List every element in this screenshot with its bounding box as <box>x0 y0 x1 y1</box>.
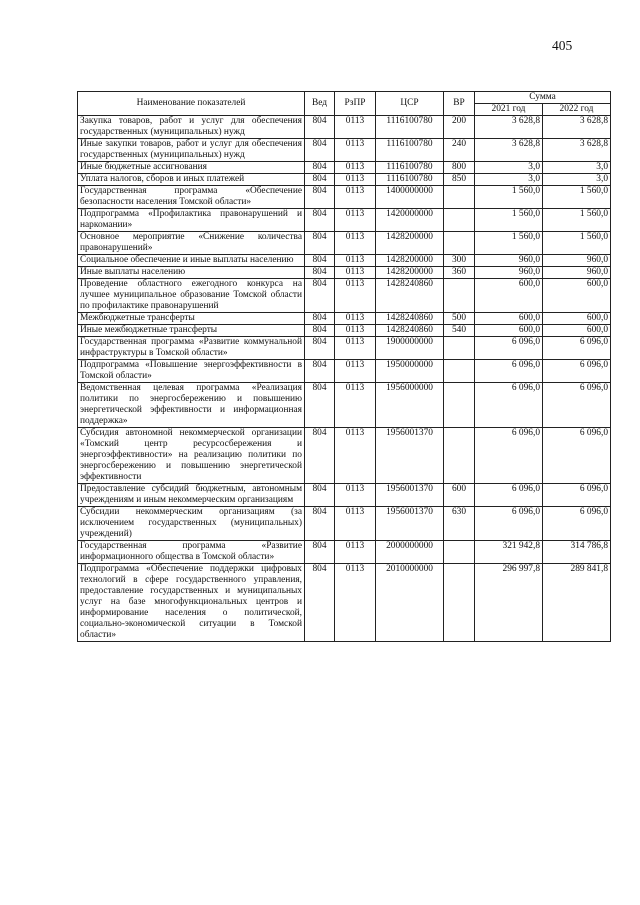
cell-ved: 804 <box>305 116 335 139</box>
cell-ved: 804 <box>305 313 335 325</box>
header-2021: 2021 год <box>475 104 543 116</box>
cell-2022: 960,0 <box>543 267 611 279</box>
table-row <box>78 209 611 232</box>
cell-name: Ведомственная целевая программа «Реализация политики по энергосбережению и повышению энергетической эффективности и информационная поддержка» <box>78 383 305 428</box>
cell-name: Иные выплаты населению <box>78 267 305 279</box>
cell-ved: 804 <box>305 428 335 484</box>
cell-csr: 1900000000 <box>376 337 444 360</box>
cell-vr <box>444 541 475 564</box>
header-rzpr: РзПР <box>335 92 376 116</box>
cell-rzpr: 0113 <box>335 564 376 642</box>
cell-vr: 800 <box>444 162 475 174</box>
cell-vr: 500 <box>444 313 475 325</box>
cell-2022: 1 560,0 <box>543 209 611 232</box>
cell-2021: 6 096,0 <box>475 383 543 428</box>
cell-csr: 1116100780 <box>376 174 444 186</box>
cell-csr: 1428200000 <box>376 267 444 279</box>
table-row <box>78 255 611 267</box>
cell-name: Подпрограмма «Обеспечение поддержки цифровых технологий в сфере государственного управления, предоставление государственных и муниципальных услуг на базе многофункциональных центров и информирование населения о политической, социально-экономической ситуации в Томской области» <box>78 564 305 642</box>
cell-rzpr: 0113 <box>335 186 376 209</box>
cell-rzpr: 0113 <box>335 313 376 325</box>
cell-2022: 1 560,0 <box>543 186 611 209</box>
cell-vr <box>444 428 475 484</box>
cell-vr: 240 <box>444 139 475 162</box>
budget-table <box>77 91 611 642</box>
table-row <box>78 162 611 174</box>
table-body <box>78 116 611 642</box>
cell-rzpr: 0113 <box>335 484 376 507</box>
cell-2021: 296 997,8 <box>475 564 543 642</box>
cell-2022: 600,0 <box>543 313 611 325</box>
cell-2022: 3 628,8 <box>543 116 611 139</box>
page-number: 405 <box>552 38 573 53</box>
cell-2022: 314 786,8 <box>543 541 611 564</box>
cell-2022: 6 096,0 <box>543 484 611 507</box>
cell-2021: 960,0 <box>475 255 543 267</box>
table-row <box>78 232 611 255</box>
cell-name: Предоставление субсидий бюджетным, автономным учреждениям и иным некоммерческим организациям <box>78 484 305 507</box>
table-row <box>78 541 611 564</box>
cell-2021: 6 096,0 <box>475 360 543 383</box>
cell-ved: 804 <box>305 484 335 507</box>
cell-name: Субсидия автономной некоммерческой организации «Томский центр ресурсосбережения и энергоэффективности» на реализацию политики по энергосбережению и повышению энергетической эффективности <box>78 428 305 484</box>
table-row <box>78 313 611 325</box>
header-2022: 2022 год <box>543 104 611 116</box>
header-ved: Вед <box>305 92 335 116</box>
cell-name: Подпрограмма «Повышение энергоэффективности в Томской области» <box>78 360 305 383</box>
cell-2022: 289 841,8 <box>543 564 611 642</box>
cell-rzpr: 0113 <box>335 279 376 313</box>
cell-2021: 6 096,0 <box>475 507 543 541</box>
table-row <box>78 139 611 162</box>
cell-csr: 2000000000 <box>376 541 444 564</box>
cell-vr <box>444 383 475 428</box>
cell-ved: 804 <box>305 541 335 564</box>
cell-csr: 1400000000 <box>376 186 444 209</box>
cell-name: Закупка товаров, работ и услуг для обеспечения государственных (муниципальных) нужд <box>78 116 305 139</box>
cell-csr: 1956000000 <box>376 383 444 428</box>
cell-name: Субсидии некоммерческим организациям (за исключением государственных (муниципальных) учреждений) <box>78 507 305 541</box>
cell-2022: 1 560,0 <box>543 232 611 255</box>
header-csr: ЦСР <box>376 92 444 116</box>
table-row <box>78 279 611 313</box>
cell-vr: 850 <box>444 174 475 186</box>
cell-name: Иные бюджетные ассигнования <box>78 162 305 174</box>
cell-ved: 804 <box>305 279 335 313</box>
header-name: Наименование показателей <box>78 92 305 116</box>
cell-2021: 1 560,0 <box>475 232 543 255</box>
cell-rzpr: 0113 <box>335 541 376 564</box>
cell-ved: 804 <box>305 337 335 360</box>
cell-csr: 1428200000 <box>376 255 444 267</box>
cell-name: Социальное обеспечение и иные выплаты населению <box>78 255 305 267</box>
cell-rzpr: 0113 <box>335 507 376 541</box>
cell-name: Основное мероприятие «Снижение количества правонарушений» <box>78 232 305 255</box>
cell-csr: 1116100780 <box>376 116 444 139</box>
cell-vr <box>444 337 475 360</box>
cell-2022: 3,0 <box>543 162 611 174</box>
cell-2021: 960,0 <box>475 267 543 279</box>
table-row <box>78 174 611 186</box>
cell-vr: 200 <box>444 116 475 139</box>
cell-2022: 6 096,0 <box>543 507 611 541</box>
cell-vr <box>444 232 475 255</box>
table-row <box>78 116 611 139</box>
cell-rzpr: 0113 <box>335 255 376 267</box>
cell-csr: 2010000000 <box>376 564 444 642</box>
cell-2021: 6 096,0 <box>475 484 543 507</box>
cell-ved: 804 <box>305 507 335 541</box>
cell-rzpr: 0113 <box>335 209 376 232</box>
cell-2021: 600,0 <box>475 325 543 337</box>
cell-2021: 3 628,8 <box>475 116 543 139</box>
cell-vr: 540 <box>444 325 475 337</box>
cell-name: Проведение областного ежегодного конкурса на лучшее муниципальное образование Томской области по профилактике правонарушений <box>78 279 305 313</box>
cell-csr: 1950000000 <box>376 360 444 383</box>
table-row <box>78 428 611 484</box>
cell-vr: 360 <box>444 267 475 279</box>
cell-2021: 321 942,8 <box>475 541 543 564</box>
cell-name: Межбюджетные трансферты <box>78 313 305 325</box>
cell-2021: 600,0 <box>475 313 543 325</box>
cell-2022: 6 096,0 <box>543 360 611 383</box>
table-row <box>78 267 611 279</box>
cell-csr: 1956001370 <box>376 507 444 541</box>
cell-2021: 3 628,8 <box>475 139 543 162</box>
cell-name: Уплата налогов, сборов и иных платежей <box>78 174 305 186</box>
cell-rzpr: 0113 <box>335 360 376 383</box>
cell-2022: 600,0 <box>543 279 611 313</box>
cell-2021: 3,0 <box>475 162 543 174</box>
cell-2021: 6 096,0 <box>475 428 543 484</box>
cell-ved: 804 <box>305 139 335 162</box>
cell-rzpr: 0113 <box>335 116 376 139</box>
cell-2022: 6 096,0 <box>543 337 611 360</box>
table-row <box>78 325 611 337</box>
cell-vr <box>444 360 475 383</box>
cell-2021: 600,0 <box>475 279 543 313</box>
cell-ved: 804 <box>305 564 335 642</box>
cell-rzpr: 0113 <box>335 139 376 162</box>
cell-ved: 804 <box>305 174 335 186</box>
table-row <box>78 564 611 642</box>
cell-csr: 1428240860 <box>376 279 444 313</box>
cell-rzpr: 0113 <box>335 267 376 279</box>
cell-ved: 804 <box>305 383 335 428</box>
cell-csr: 1116100780 <box>376 139 444 162</box>
table-row <box>78 383 611 428</box>
cell-name: Подпрограмма «Профилактика правонарушений и наркомании» <box>78 209 305 232</box>
cell-2022: 6 096,0 <box>543 383 611 428</box>
cell-rzpr: 0113 <box>335 162 376 174</box>
cell-2022: 6 096,0 <box>543 428 611 484</box>
cell-vr: 600 <box>444 484 475 507</box>
cell-ved: 804 <box>305 186 335 209</box>
cell-csr: 1428240860 <box>376 313 444 325</box>
cell-ved: 804 <box>305 267 335 279</box>
table-row <box>78 186 611 209</box>
cell-vr <box>444 186 475 209</box>
cell-name: Государственная программа «Развитие коммунальной инфраструктуры в Томской области» <box>78 337 305 360</box>
cell-rzpr: 0113 <box>335 383 376 428</box>
cell-rzpr: 0113 <box>335 174 376 186</box>
cell-vr: 630 <box>444 507 475 541</box>
cell-csr: 1420000000 <box>376 209 444 232</box>
header-vr: ВР <box>444 92 475 116</box>
cell-rzpr: 0113 <box>335 337 376 360</box>
cell-ved: 804 <box>305 209 335 232</box>
cell-rzpr: 0113 <box>335 325 376 337</box>
cell-ved: 804 <box>305 162 335 174</box>
cell-name: Государственная программа «Развитие информационного общества в Томской области» <box>78 541 305 564</box>
cell-name: Иные закупки товаров, работ и услуг для обеспечения государственных (муниципальных) нужд <box>78 139 305 162</box>
cell-csr: 1428240860 <box>376 325 444 337</box>
cell-2022: 600,0 <box>543 325 611 337</box>
cell-vr <box>444 279 475 313</box>
cell-2022: 3,0 <box>543 174 611 186</box>
cell-csr: 1116100780 <box>376 162 444 174</box>
cell-csr: 1956001370 <box>376 484 444 507</box>
cell-rzpr: 0113 <box>335 428 376 484</box>
cell-2021: 3,0 <box>475 174 543 186</box>
cell-vr: 300 <box>444 255 475 267</box>
table-row <box>78 507 611 541</box>
cell-csr: 1956001370 <box>376 428 444 484</box>
table-row <box>78 360 611 383</box>
cell-rzpr: 0113 <box>335 232 376 255</box>
cell-2022: 3 628,8 <box>543 139 611 162</box>
table-row <box>78 337 611 360</box>
cell-2021: 1 560,0 <box>475 209 543 232</box>
table-row <box>78 484 611 507</box>
cell-vr <box>444 564 475 642</box>
cell-ved: 804 <box>305 325 335 337</box>
cell-vr <box>444 209 475 232</box>
cell-ved: 804 <box>305 232 335 255</box>
cell-name: Государственная программа «Обеспечение безопасности населения Томской области» <box>78 186 305 209</box>
cell-name: Иные межбюджетные трансферты <box>78 325 305 337</box>
cell-2022: 960,0 <box>543 255 611 267</box>
cell-ved: 804 <box>305 255 335 267</box>
cell-ved: 804 <box>305 360 335 383</box>
cell-2021: 1 560,0 <box>475 186 543 209</box>
header-sum: Сумма <box>475 92 611 104</box>
cell-csr: 1428200000 <box>376 232 444 255</box>
cell-2021: 6 096,0 <box>475 337 543 360</box>
